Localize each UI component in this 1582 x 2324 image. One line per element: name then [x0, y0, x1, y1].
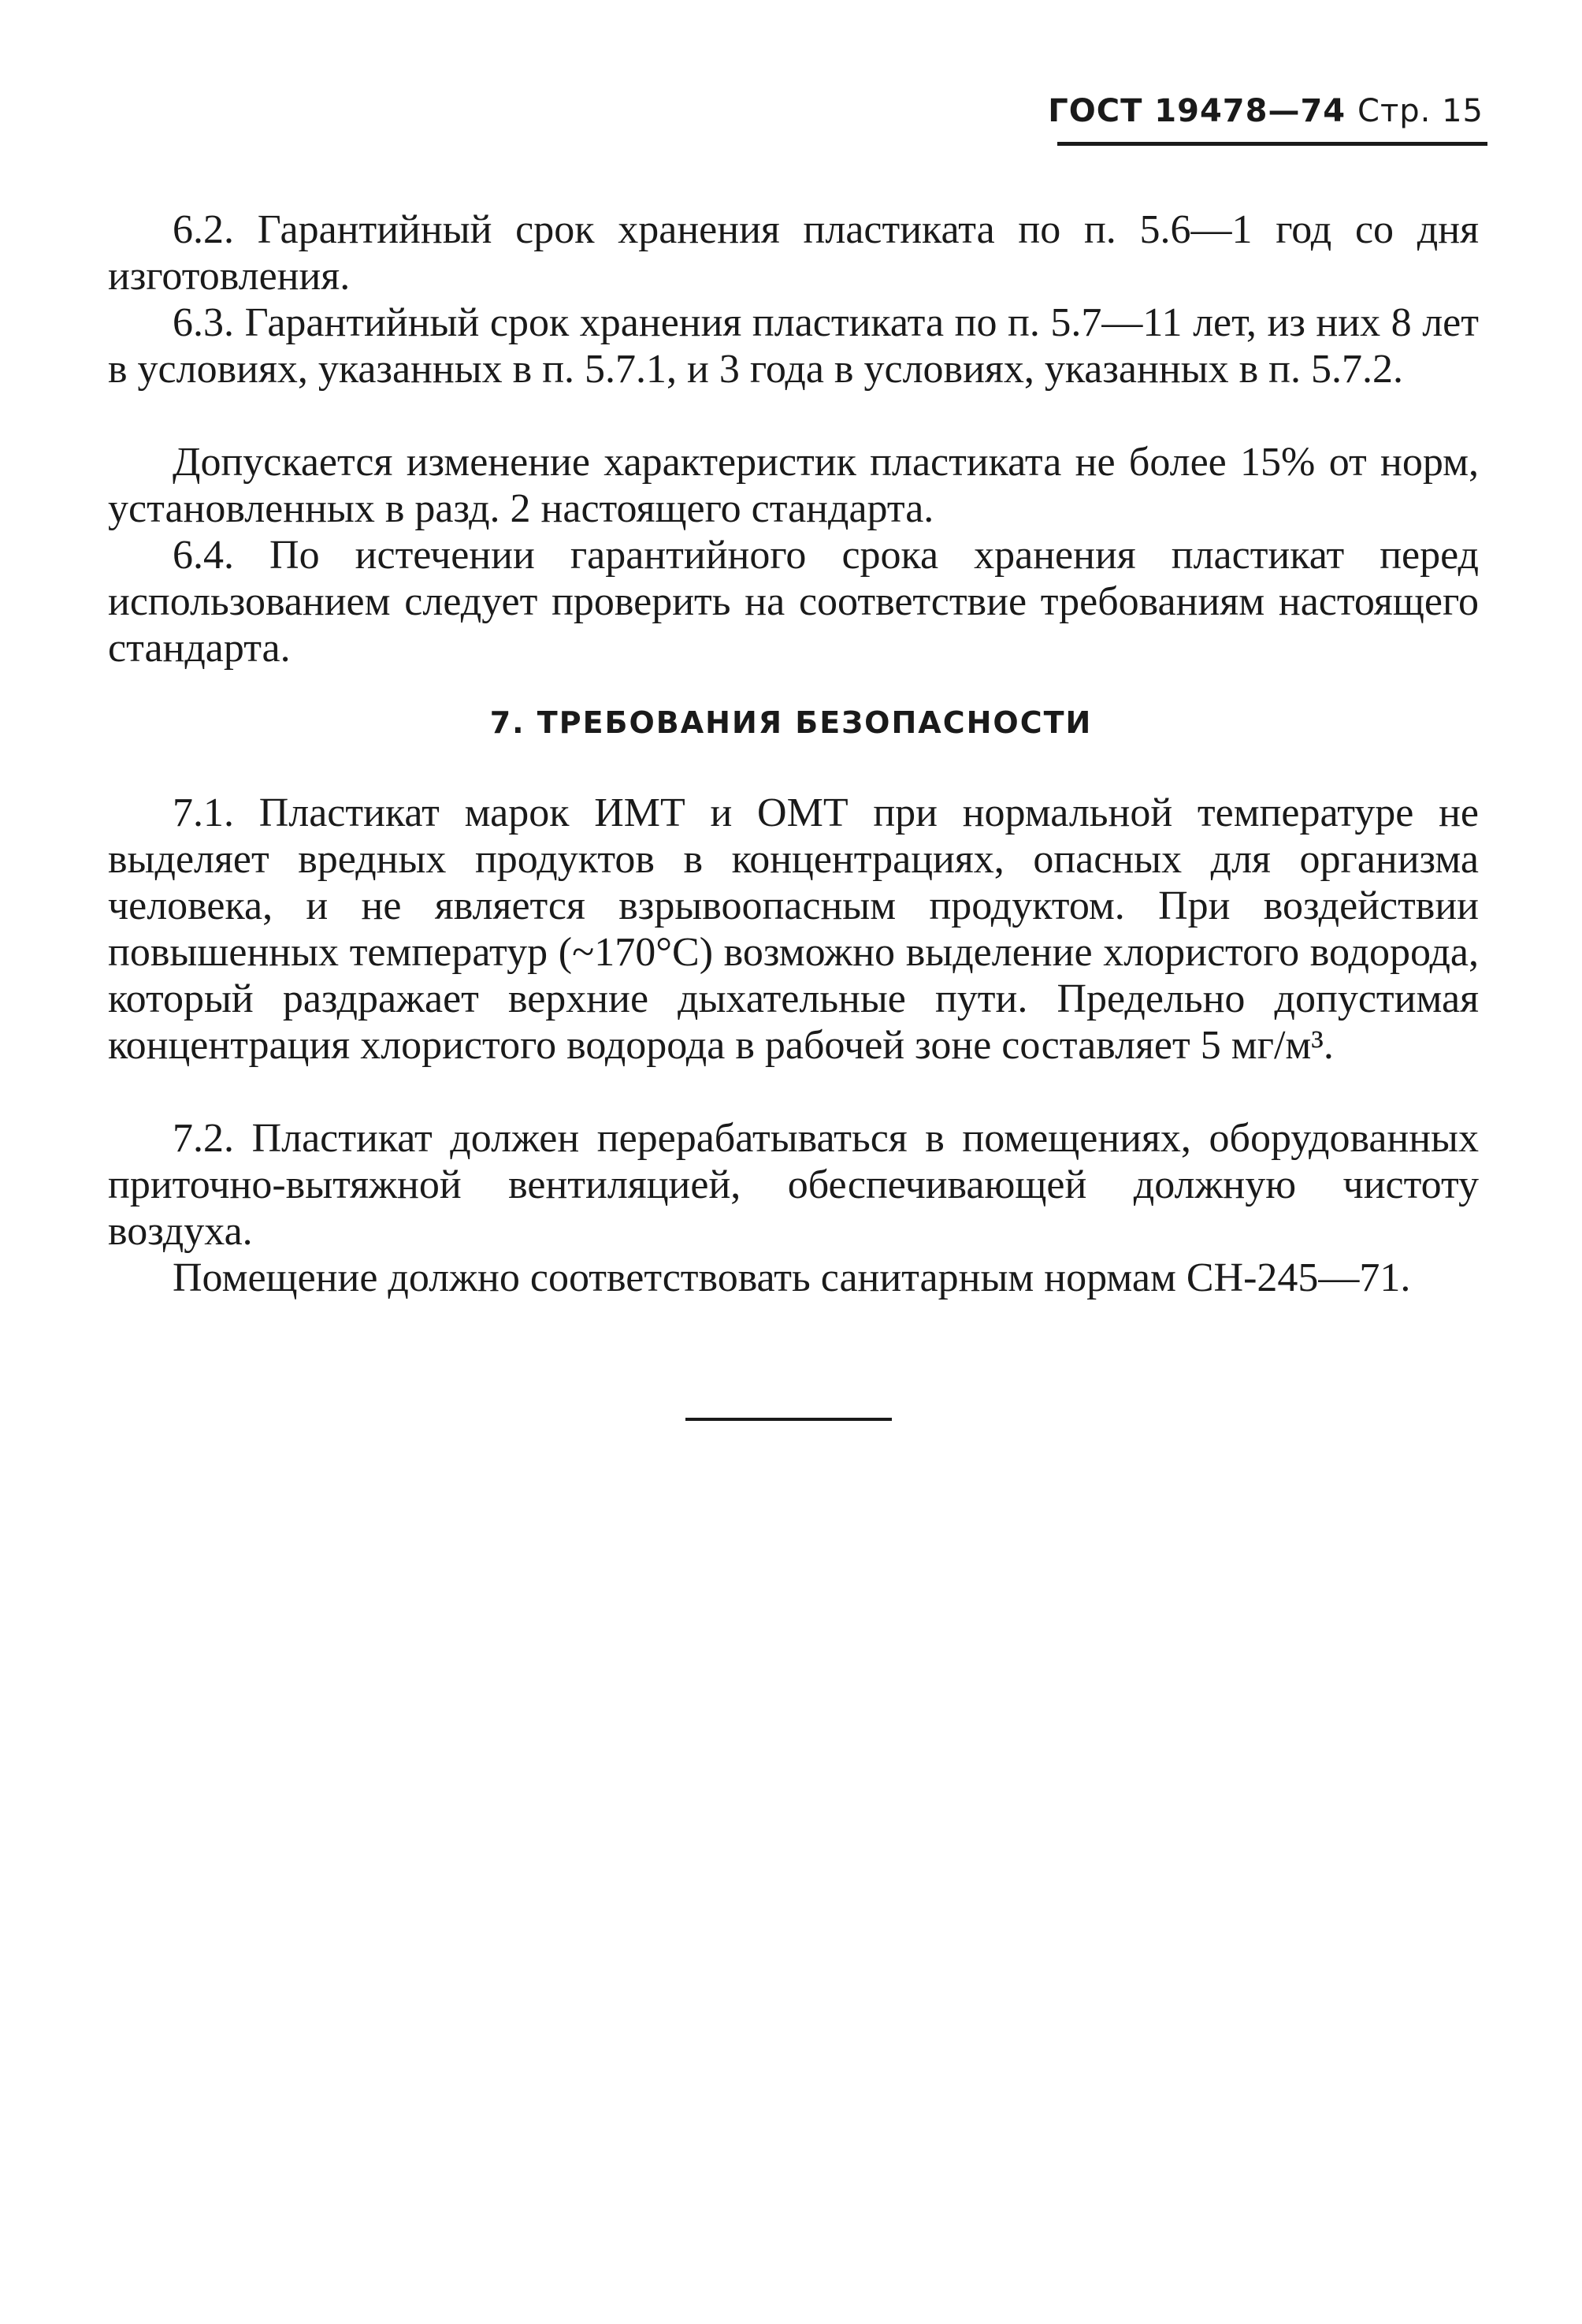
paragraph-7-2-note: Помещение должно соответствовать санитарным нормам СН-245—71.	[173, 1255, 1411, 1300]
running-header	[1048, 93, 1484, 129]
paragraph-6-3-note: Допускается изменение характеристик пластиката не более 15% от норм, установленных в разд. 2 настоящего стандарта.	[108, 440, 1479, 531]
section-7-heading: 7. ТРЕБОВАНИЯ БЕЗОПАСНОСТИ	[489, 705, 1093, 740]
paragraph-6-2: 6.2. Гарантийный срок хранения пластиката по п. 5.6—1 год со дня изготовления.	[108, 207, 1479, 299]
paragraph-7-1: 7.1. Пластикат марок ИМТ и ОМТ при нормальной температуре не выделяет вредных продуктов в концентрациях, опасных для организма человека, и не является взрывоопасным продуктом. При воздействии повышенных температур (~170°С) возможно выделение хлористого водорода, который раздражает верхние дыхательные пути. Предельно допустимая концентрация хлористого водорода в рабочей зоне составляет 5 мг/м³.	[108, 790, 1479, 1068]
paragraph-6-4: 6.4. По истечении гарантийного срока хранения пластикат перед использованием следует проверить на соответствие требованиям настоящего стандарта.	[108, 533, 1479, 671]
paragraph-6-3: 6.3. Гарантийный срок хранения пластиката по п. 5.7—11 лет, из них 8 лет в условиях, указанных в п. 5.7.1, и 3 года в условиях, указанных в п. 5.7.2.	[108, 300, 1479, 392]
page-number: Стр. 15	[1357, 93, 1484, 129]
end-rule	[685, 1418, 892, 1421]
header-rule	[1057, 142, 1487, 146]
document-id: ГОСТ 19478—74	[1048, 93, 1346, 129]
paragraph-7-2: 7.2. Пластикат должен перерабатываться в помещениях, оборудованных приточно-вытяжной вентиляцией, обеспечивающей должную чистоту воздуха.	[108, 1116, 1479, 1254]
